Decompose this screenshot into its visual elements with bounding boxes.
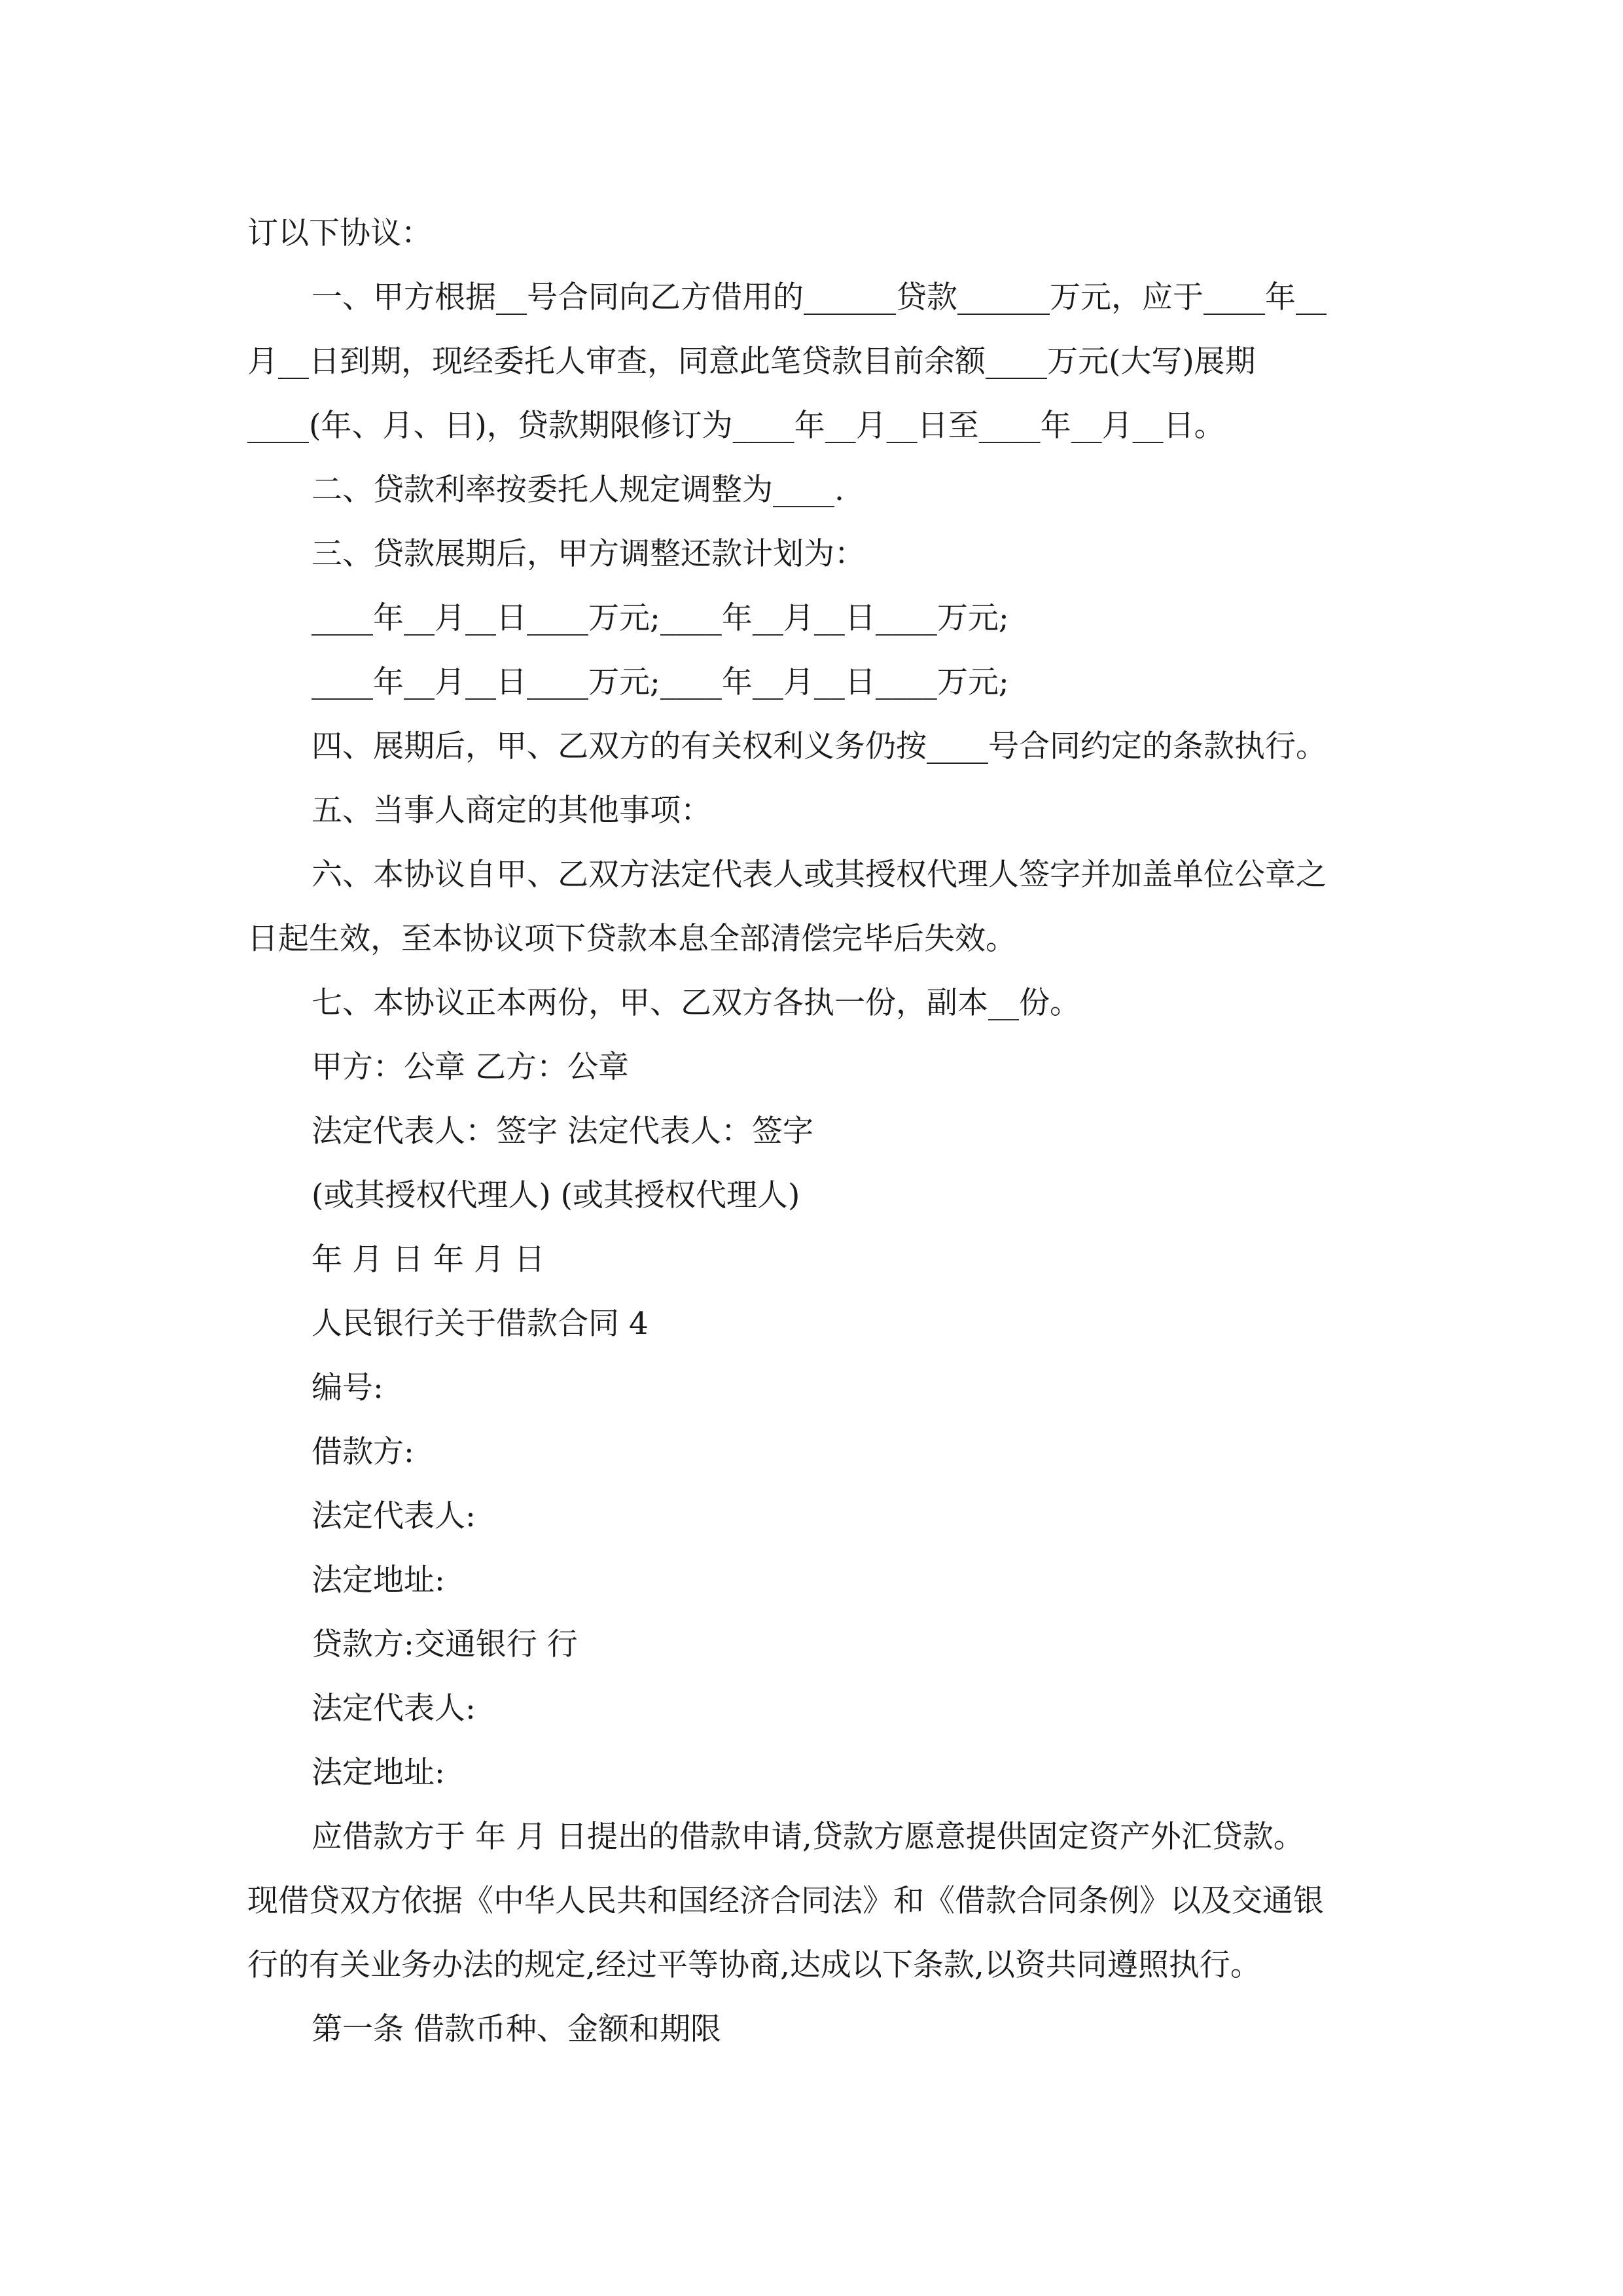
field-lender: 贷款方:交通银行 行 xyxy=(312,1626,578,1662)
document-page xyxy=(247,202,1406,2062)
clause-1-line-1: 一、甲方根据__号合同向乙方借用的______贷款______万元，应于____年__ xyxy=(312,279,1327,315)
clause-5: 五、当事人商定的其他事项： xyxy=(312,793,711,829)
field-contract-number: 编号: xyxy=(312,1370,383,1406)
field-borrower-address: 法定地址: xyxy=(312,1562,445,1598)
text-line-1: 订以下协议： xyxy=(247,215,432,251)
seal-line: 甲方：公章 乙方：公章 xyxy=(312,1049,629,1085)
clause-3: 三、贷款展期后，甲方调整还款计划为： xyxy=(312,536,865,572)
field-lender-address: 法定地址: xyxy=(312,1755,445,1791)
clause-2: 二、贷款利率按委托人规定调整为____. xyxy=(312,472,844,508)
field-lender-representative: 法定代表人: xyxy=(312,1691,476,1727)
article-1-heading: 第一条 借款币种、金额和期限 xyxy=(312,2011,721,2047)
agent-line: (或其授权代理人) (或其授权代理人) xyxy=(312,1177,800,1213)
clause-1-line-3: ____(年、月、日)，贷款期限修订为____年__月__日至____年__月__日。 xyxy=(247,408,1225,444)
clause-6-line-2: 日起生效，至本协议项下贷款本息全部清偿完毕后失效。 xyxy=(247,921,1016,957)
section-title: 人民银行关于借款合同 4 xyxy=(312,1306,649,1342)
repayment-plan-line-2: ____年__月__日____万元;____年__月__日____万元; xyxy=(312,664,1009,700)
preamble-line-2: 现借贷双方依据《中华人民共和国经济合同法》和《借款合同条例》以及交通银 xyxy=(247,1883,1324,1919)
repayment-plan-line-1: ____年__月__日____万元;____年__月__日____万元; xyxy=(312,600,1009,636)
preamble-line-1: 应借款方于 年 月 日提出的借款申请,贷款方愿意提供固定资产外汇贷款。 xyxy=(312,1819,1304,1855)
clause-4: 四、展期后，甲、乙双方的有关权利义务仍按____号合同约定的条款执行。 xyxy=(312,728,1327,764)
preamble-line-3: 行的有关业务办法的规定,经过平等协商,达成以下条款,以资共同遵照执行。 xyxy=(247,1947,1261,1983)
field-borrower-representative: 法定代表人: xyxy=(312,1498,476,1534)
clause-6-line-1: 六、本协议自甲、乙双方法定代表人或其授权代理人签字并加盖单位公章之 xyxy=(312,857,1327,893)
clause-7: 七、本协议正本两份，甲、乙双方各执一份，副本__份。 xyxy=(312,985,1080,1021)
field-borrower: 借款方: xyxy=(312,1434,414,1470)
signature-line: 法定代表人：签字 法定代表人：签字 xyxy=(312,1113,813,1149)
clause-1-line-2: 月__日到期，现经委托人审查，同意此笔贷款目前余额____万元(大写)展期 xyxy=(247,344,1256,380)
date-line: 年 月 日 年 月 日 xyxy=(312,1242,545,1278)
